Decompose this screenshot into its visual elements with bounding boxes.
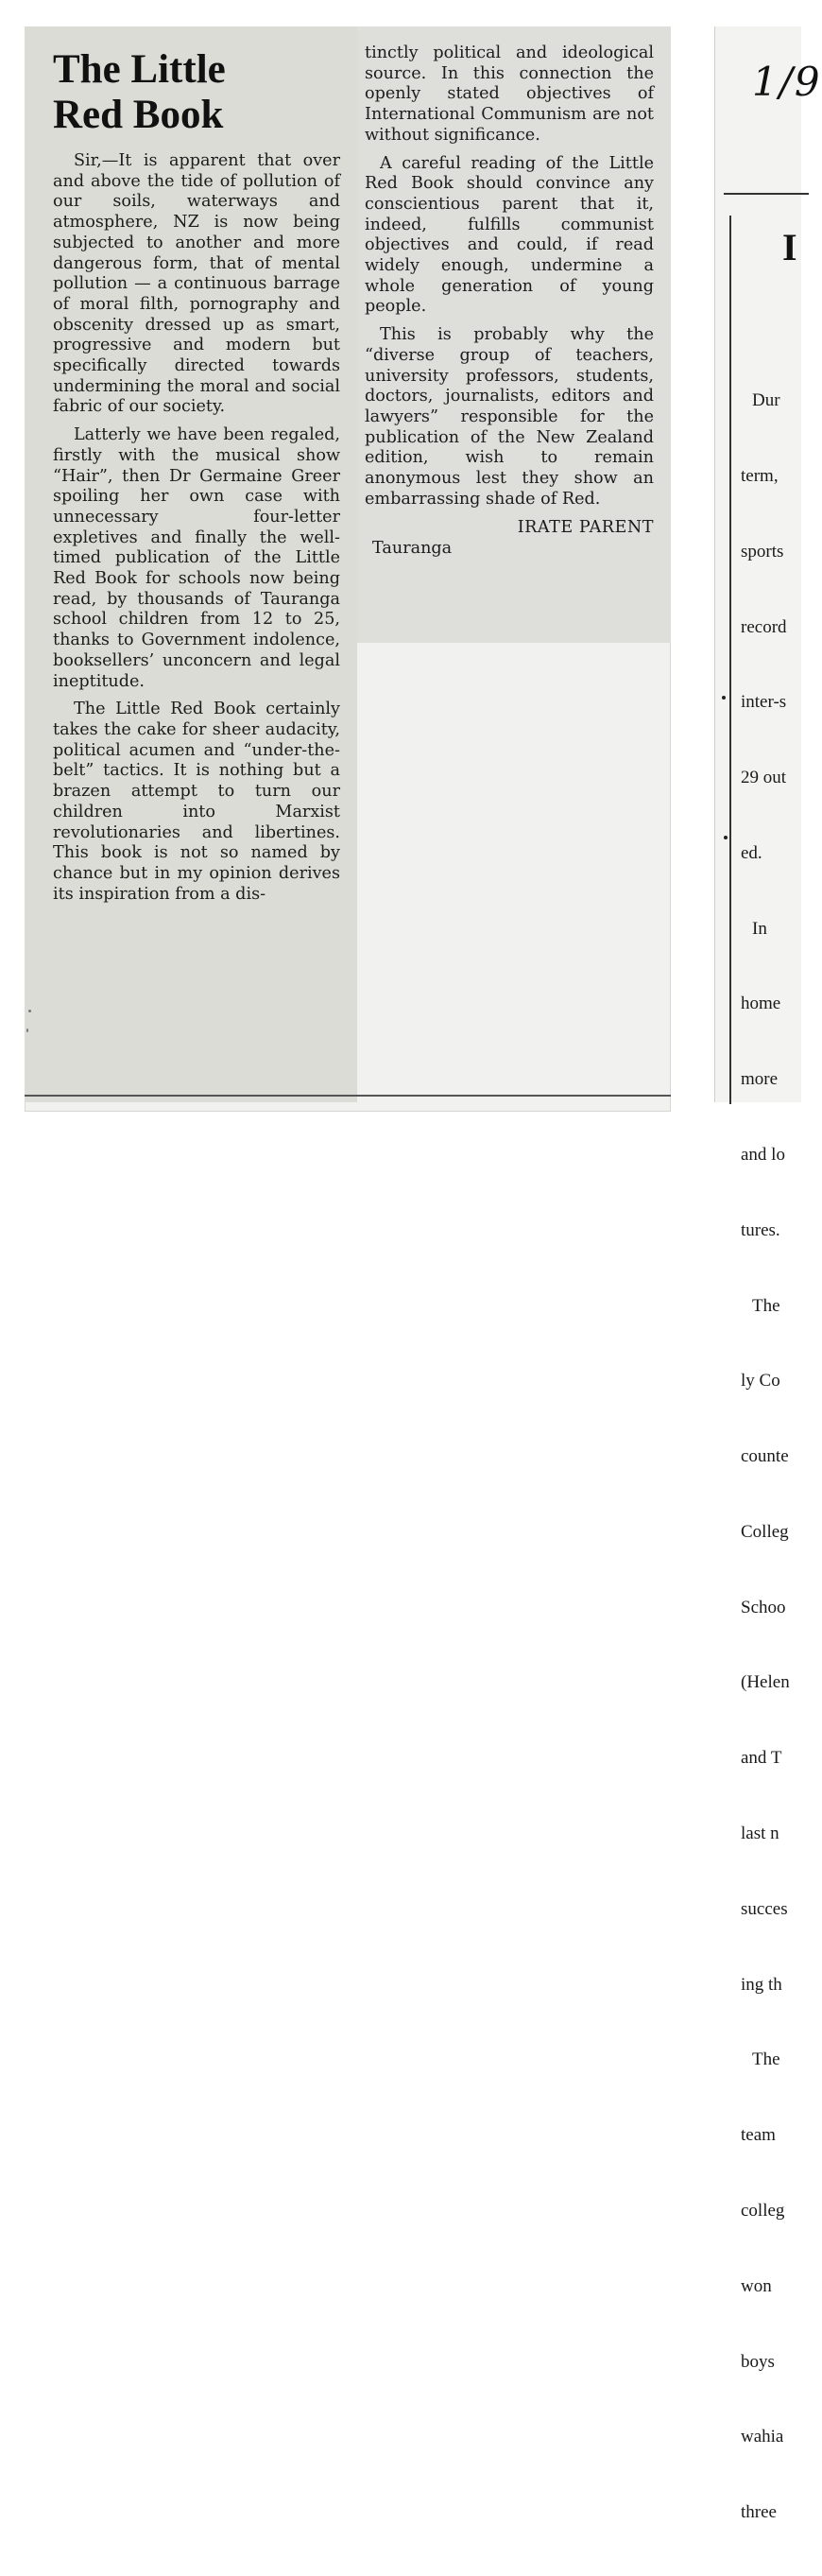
adjacent-line: The	[752, 1295, 780, 1316]
adjacent-line: record	[741, 616, 787, 637]
adjacent-clipping	[714, 26, 822, 2523]
letter-column-2	[357, 26, 671, 643]
adjacent-line: term,	[741, 465, 779, 486]
adjacent-heading-fragment: I	[782, 226, 797, 268]
adjacent-line: succes	[741, 1898, 788, 1919]
adjacent-line: sports	[741, 541, 784, 562]
adjacent-rule	[724, 193, 809, 195]
letter-location: Tauranga	[372, 539, 453, 559]
scan-speck	[722, 696, 726, 700]
adjacent-line: and lo	[741, 1145, 785, 1165]
adjacent-line: boys	[741, 2351, 775, 2372]
adjacent-line: In	[752, 918, 767, 939]
adjacent-line: ed.	[741, 842, 762, 863]
adjacent-line: Schoo	[741, 1597, 786, 1617]
letter-column-1	[25, 26, 357, 1102]
letter-paragraph-4: A careful reading of the Little Red Book should convince any conscientious parent that it, indeed, fulfills communist objectives and could, if read widely enough, undermine a whole generation of young people.	[365, 153, 654, 317]
adjacent-line: inter-s	[741, 692, 787, 713]
adjacent-line: (Helen	[741, 1672, 790, 1693]
adjacent-line: Dur	[752, 390, 780, 411]
adjacent-line: Colleg	[741, 1521, 789, 1542]
letter-headline: The Little Red Book	[53, 47, 226, 137]
adjacent-line: and T	[741, 1748, 782, 1769]
adjacent-line: counte	[741, 1446, 789, 1467]
letter-signature: IRATE PARENT	[517, 518, 654, 538]
letter-paragraph-2: Latterly we have been regaled, firstly with the musical show “Hair”, then Dr Germaine Greer spoiling her own case with unnecessary four-letter expletives and finally the well-timed publication of the Little Red Book for schools now being read, by thousands of Tauranga school children from 12 to 25, thanks to Government indolence, booksellers’ unconcern and legal ineptitude.	[53, 425, 340, 691]
adjacent-line: three	[741, 2502, 777, 2523]
adjacent-line: last n	[741, 1824, 779, 1844]
letter-paragraph-3: The Little Red Book certainly takes the cake for sheer audacity, political acumen and “under-the-belt” tactics. It is nothing but a brazen attempt to turn our children into Marxist revolutionaries and libertines. This book is not so named by chance but in my opinion derives its inspiration from a dis-	[53, 700, 340, 904]
letter-paragraph-1: Sir,—It is apparent that over and above the tide of pollution of our soils, waterways and atmosphere, NZ is now being subjected to another and more dangerous form, that of mental pollution — a continuous barrage of moral filth, pornography and obscenity dressed up as smart, progressive and modern but specifically directed towards undermining the moral and social fabric of our society.	[53, 151, 340, 417]
adjacent-line: colleg	[741, 2200, 785, 2221]
adjacent-line: team	[741, 2125, 776, 2146]
adjacent-line: 29 out	[741, 768, 787, 788]
adjacent-line: home	[741, 994, 781, 1014]
scan-speck	[26, 1029, 28, 1032]
scan-speck	[724, 836, 728, 839]
bottom-rule	[25, 1095, 671, 1097]
adjacent-line: wahia	[741, 2427, 784, 2447]
adjacent-line: tures.	[741, 1219, 780, 1240]
adjacent-line: The	[752, 2049, 780, 2070]
adjacent-text-fragments	[741, 338, 790, 2576]
adjacent-column-rule	[729, 216, 731, 1104]
adjacent-line: ing th	[741, 1974, 782, 1995]
adjacent-line: ly Co	[741, 1371, 780, 1392]
scan-speck	[28, 1010, 31, 1012]
letter-paragraph-5: This is probably why the “diverse group of teachers, university professors, students, doctors, journalists, editors and lawyers” responsible for the publication of the New Zealand edition, wish to remain anonymous lest they show an embarrassing shade of Red.	[365, 325, 654, 509]
letter-paragraph-3-continued: tinctly political and ideological source. In this connection the openly stated objectives of International Communism are not without significance.	[365, 43, 654, 145]
adjacent-line: more	[741, 1069, 779, 1090]
handwritten-date: 1/9	[752, 59, 822, 105]
adjacent-line: won	[741, 2275, 772, 2296]
